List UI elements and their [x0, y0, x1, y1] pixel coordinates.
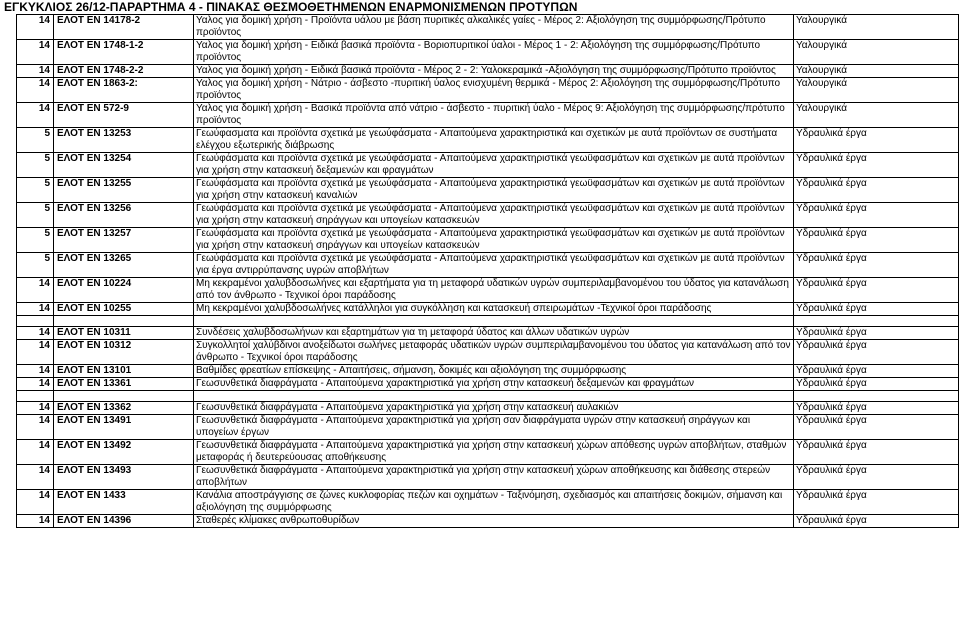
- row-number-cell: 14: [17, 278, 54, 303]
- standard-code-cell: ΕΛΟΤ ΕΝ 1748-2-2: [54, 65, 194, 78]
- category-cell: Υαλουργικά: [794, 40, 959, 65]
- row-number-cell: 5: [17, 128, 54, 153]
- category-cell: Υαλουργικά: [794, 78, 959, 103]
- table-row: [17, 228, 959, 253]
- row-number-cell: 14: [17, 303, 54, 316]
- description-cell: Γεωσυνθετικά διαφράγματα - Απαιτούμενα χαρακτηριστικά για χρήση στην κατασκευή αυλακιών: [194, 402, 794, 415]
- row-number-cell: 5: [17, 153, 54, 178]
- standard-code-cell: ΕΛΟΤ ΕΝ 13255: [54, 178, 194, 203]
- category-cell: Υδραυλικά έργα: [794, 178, 959, 203]
- table-row: [17, 378, 959, 391]
- standard-code-cell: ΕΛΟΤ ΕΝ 10224: [54, 278, 194, 303]
- standard-code-cell: ΕΛΟΤ ΕΝ 572-9: [54, 103, 194, 128]
- category-cell: Υαλουργικά: [794, 103, 959, 128]
- description-cell: Βαθμίδες φρεατίων επίσκεψης - Απαιτήσεις, σήμανση, δοκιμές και αξιολόγηση της συμμόρφωσης: [194, 365, 794, 378]
- category-cell: Υαλουργικά: [794, 65, 959, 78]
- spacer-row: [17, 391, 959, 402]
- row-number-cell: 5: [17, 203, 54, 228]
- standard-code-cell: ΕΛΟΤ ΕΝ 13257: [54, 228, 194, 253]
- description-cell: Υαλος για δομική χρήση - Νάτριο - άσβεστο -πυριτική ύαλος ενισχυμένη θερμικά - Μέρος 2: Αξιολόγηση της συμμόρφωσης/Πρότυπο προϊόντος: [194, 78, 794, 103]
- row-number-cell: 5: [17, 253, 54, 278]
- table-row: [17, 40, 959, 65]
- category-cell: Υδραυλικά έργα: [794, 327, 959, 340]
- standards-table-body: [17, 15, 959, 528]
- category-cell: Υδραυλικά έργα: [794, 303, 959, 316]
- description-cell: Γεωύφάσματα και προϊόντα σχετικά με γεωύφάσματα - Απαιτούμενα χαρακτηριστικά γεωϋφασμάτων και σχετικών με αυτά προϊόντων για χρήση στην κατασκευή σηράγγων και υπογείων κατασκευών: [194, 228, 794, 253]
- standard-code-cell: ΕΛΟΤ ΕΝ 13254: [54, 153, 194, 178]
- spacer-cell: [17, 391, 54, 402]
- standard-code-cell: ΕΛΟΤ ΕΝ 1748-1-2: [54, 40, 194, 65]
- description-cell: Συγκολλητοί χαλύβδινοι ανοξείδωτοι σωλήνες μεταφοράς υδατικών υγρών συμπεριλαμβανομένου του ύδατος για κατανάλωση από τον άνθρωπο - Τεχνικοί όροι παράδοσης: [194, 340, 794, 365]
- standard-code-cell: ΕΛΟΤ ΕΝ 1433: [54, 490, 194, 515]
- table-row: [17, 515, 959, 528]
- standard-code-cell: ΕΛΟΤ ΕΝ 10255: [54, 303, 194, 316]
- table-row: [17, 128, 959, 153]
- category-cell: Υαλουργικά: [794, 15, 959, 40]
- row-number-cell: 14: [17, 490, 54, 515]
- row-number-cell: 14: [17, 515, 54, 528]
- standard-code-cell: ΕΛΟΤ ΕΝ 13265: [54, 253, 194, 278]
- spacer-cell: [794, 391, 959, 402]
- row-number-cell: 14: [17, 440, 54, 465]
- category-cell: Υδραυλικά έργα: [794, 465, 959, 490]
- table-row: [17, 365, 959, 378]
- category-cell: Υδραυλικά έργα: [794, 153, 959, 178]
- standard-code-cell: ΕΛΟΤ ΕΝ 13362: [54, 402, 194, 415]
- table-row: [17, 203, 959, 228]
- description-cell: Γεωσυνθετικά διαφράγματα - Απαιτούμενα χαρακτηριστικά για χρήση στην κατασκευή χώρων αποθήκευσης και διάθεσης στερεών αποβλήτων: [194, 465, 794, 490]
- description-cell: Υαλος για δομική χρήση - Ειδικά βασικά προϊόντα - Μέρος 2 - 2: Υαλοκεραμικά -Αξιολόγηση της συμμόρφωσης/Πρότυπο προϊόντος: [194, 65, 794, 78]
- description-cell: Γεωσυνθετικά διαφράγματα - Απαιτούμενα χαρακτηριστικά για χρήση στην κατασκευή χώρων απόθεσης υγρών αποβλήτων, σταθμών μεταφοράς ή δευτερεύουσας αποθήκευσης: [194, 440, 794, 465]
- row-number-cell: 14: [17, 15, 54, 40]
- description-cell: Υαλος για δομική χρήση - Ειδικά βασικά προϊόντα - Βοριοπυριτικοί ύαλοι - Μέρος 1 - 2: Αξιολόγηση της συμμόρφωσης/Πρότυπο προϊόντος: [194, 40, 794, 65]
- spacer-cell: [194, 391, 794, 402]
- standard-code-cell: ΕΛΟΤ ΕΝ 13493: [54, 465, 194, 490]
- table-row: [17, 78, 959, 103]
- category-cell: Υδραυλικά έργα: [794, 228, 959, 253]
- row-number-cell: 14: [17, 365, 54, 378]
- standard-code-cell: ΕΛΟΤ ΕΝ 13256: [54, 203, 194, 228]
- row-number-cell: 14: [17, 40, 54, 65]
- category-cell: Υδραυλικά έργα: [794, 515, 959, 528]
- table-row: [17, 327, 959, 340]
- row-number-cell: 14: [17, 415, 54, 440]
- description-cell: Γεωύφάσματα και προϊόντα σχετικά με γεωύφάσματα - Απαιτούμενα χαρακτηριστικά γεωϋφασμάτων και σχετικών με αυτά προϊόντων για έργα αντιρρύπανσης υγρών αποβλήτων: [194, 253, 794, 278]
- standard-code-cell: ΕΛΟΤ ΕΝ 10311: [54, 327, 194, 340]
- category-cell: Υδραυλικά έργα: [794, 203, 959, 228]
- table-row: [17, 490, 959, 515]
- description-cell: Μη κεκραμένοι χαλυβδοσωλήνες και εξαρτήματα για τη μεταφορά υδατικών υγρών συμπεριλαμβανομένου του ύδατος για κατανάλωση από τον άνθρωπο - Τεχνικοί όροι παράδοσης: [194, 278, 794, 303]
- row-number-cell: 14: [17, 340, 54, 365]
- category-cell: Υδραυλικά έργα: [794, 378, 959, 391]
- table-row: [17, 278, 959, 303]
- category-cell: Υδραυλικά έργα: [794, 340, 959, 365]
- standard-code-cell: ΕΛΟΤ ΕΝ 14396: [54, 515, 194, 528]
- table-row: [17, 303, 959, 316]
- description-cell: Γεωύφάσματα και προϊόντα σχετικά με γεωύφάσματα - Απαιτούμενα χαρακτηριστικά γεωϋφασμάτων και σχετικών με αυτά προϊόντων για χρήση στην κατασκευή καναλιών: [194, 178, 794, 203]
- description-cell: Γεωύφάσματα και προϊόντα σχετικά με γεωύφάσματα - Απαιτούμενα χαρακτηριστικά γεωϋφασμάτων και σχετικών με αυτά προϊόντων για χρήση στην κατασκευή δεξαμενών και φραγμάτων: [194, 153, 794, 178]
- category-cell: Υδραυλικά έργα: [794, 253, 959, 278]
- row-number-cell: 14: [17, 103, 54, 128]
- table-row: [17, 402, 959, 415]
- row-number-cell: 14: [17, 402, 54, 415]
- spacer-row: [17, 316, 959, 327]
- standard-code-cell: ΕΛΟΤ ΕΝ 13492: [54, 440, 194, 465]
- description-cell: Γεωσυνθετικά διαφράγματα - Απαιτούμενα χαρακτηριστικά για χρήση σαν διαφράγματα υγρών στην κατασκευή σηράγγων και υπογείων έργων: [194, 415, 794, 440]
- table-row: [17, 103, 959, 128]
- description-cell: Γεωύφασματα και προϊόντα σχετικά με γεωύφάσματα - Απαιτούμενα χαρακτηριστικά και σχετικών με αυτά προϊόντων σε συστήματα ελέγχου εξωτερικής διάβρωσης: [194, 128, 794, 153]
- table-row: [17, 153, 959, 178]
- description-cell: Γεωύφάσματα και προϊόντα σχετικά με γεωύφάσματα - Απαιτούμενα χαρακτηριστικά γεωϋφασμάτων και σχετικών με αυτά προϊόντων για χρήση στην κατασκευή σηράγγων και υπογείων κατασκευών: [194, 203, 794, 228]
- row-number-cell: 14: [17, 78, 54, 103]
- table-row: [17, 178, 959, 203]
- table-row: [17, 15, 959, 40]
- table-row: [17, 440, 959, 465]
- category-cell: Υδραυλικά έργα: [794, 365, 959, 378]
- category-cell: Υδραυλικά έργα: [794, 415, 959, 440]
- description-cell: Υαλος για δομική χρήση - Βασικά προϊόντα από νάτριο - άσβεστο - πυριτική ύαλο - Μέρος 9: Αξιολόγηση της συμμόρφωσης/πρότυπο προϊόντος: [194, 103, 794, 128]
- row-number-cell: 14: [17, 327, 54, 340]
- category-cell: Υδραυλικά έργα: [794, 440, 959, 465]
- description-cell: Υαλος για δομική χρήση - Προϊόντα υάλου με βάση πυριτικές αλκαλικές γαίες - Μέρος 2: Αξιολόγηση της συμμόρφωσης/Πρότυπο προϊόντος: [194, 15, 794, 40]
- spacer-cell: [194, 316, 794, 327]
- description-cell: Γεωσυνθετικά διαφράγματα - Απαιτούμενα χαρακτηριστικά για χρήση στην κατασκευή δεξαμενών και φραγμάτων: [194, 378, 794, 391]
- standard-code-cell: ΕΛΟΤ ΕΝ 13361: [54, 378, 194, 391]
- standard-code-cell: ΕΛΟΤ ΕΝ 13253: [54, 128, 194, 153]
- row-number-cell: 5: [17, 178, 54, 203]
- table-row: [17, 340, 959, 365]
- description-cell: Μη κεκραμένοι χαλυβδοσωλήνες κατάλληλοι για συγκόλληση και κατασκευή σπειρωμάτων -Τεχνικοί όροι παράδοσης: [194, 303, 794, 316]
- row-number-cell: 14: [17, 65, 54, 78]
- row-number-cell: 14: [17, 465, 54, 490]
- description-cell: Συνδέσεις χαλυβδοσωλήνων και εξαρτημάτων για τη μεταφορά ύδατος και άλλων υδατικών υγρών: [194, 327, 794, 340]
- document-title: ΕΓΚΥΚΛΙΟΣ 26/12-ΠΑΡΑΡΤΗΜΑ 4 - ΠΙΝΑΚΑΣ ΘΕΣΜΟΘΕΤΗΜΕΝΩΝ ΕΝΑΡΜΟΝΙΣΜΕΝΩΝ ΠΡΟΤΥΠΩΝ: [4, 0, 578, 14]
- description-cell: Σταθερές κλίμακες ανθρωποθυρίδων: [194, 515, 794, 528]
- description-cell: Κανάλια αποστράγγισης σε ζώνες κυκλοφορίας πεζών και οχημάτων - Ταξινόμηση, σχεδιασμός και απαιτήσεις δοκιμών, σήμανση και αξιολόγηση της συμμόρφωσης: [194, 490, 794, 515]
- row-number-cell: 14: [17, 378, 54, 391]
- category-cell: Υδραυλικά έργα: [794, 128, 959, 153]
- table-row: [17, 415, 959, 440]
- standards-table: [16, 14, 959, 528]
- table-row: [17, 465, 959, 490]
- category-cell: Υδραυλικά έργα: [794, 402, 959, 415]
- spacer-cell: [794, 316, 959, 327]
- spacer-cell: [54, 316, 194, 327]
- table-row: [17, 253, 959, 278]
- spacer-cell: [54, 391, 194, 402]
- standard-code-cell: ΕΛΟΤ ΕΝ 1863-2:: [54, 78, 194, 103]
- standard-code-cell: ΕΛΟΤ ΕΝ 13491: [54, 415, 194, 440]
- standard-code-cell: ΕΛΟΤ ΕΝ 10312: [54, 340, 194, 365]
- table-row: [17, 65, 959, 78]
- spacer-cell: [17, 316, 54, 327]
- row-number-cell: 5: [17, 228, 54, 253]
- category-cell: Υδραυλικά έργα: [794, 490, 959, 515]
- standard-code-cell: ΕΛΟΤ ΕΝ 13101: [54, 365, 194, 378]
- standard-code-cell: ΕΛΟΤ ΕΝ 14178-2: [54, 15, 194, 40]
- category-cell: Υδραυλικά έργα: [794, 278, 959, 303]
